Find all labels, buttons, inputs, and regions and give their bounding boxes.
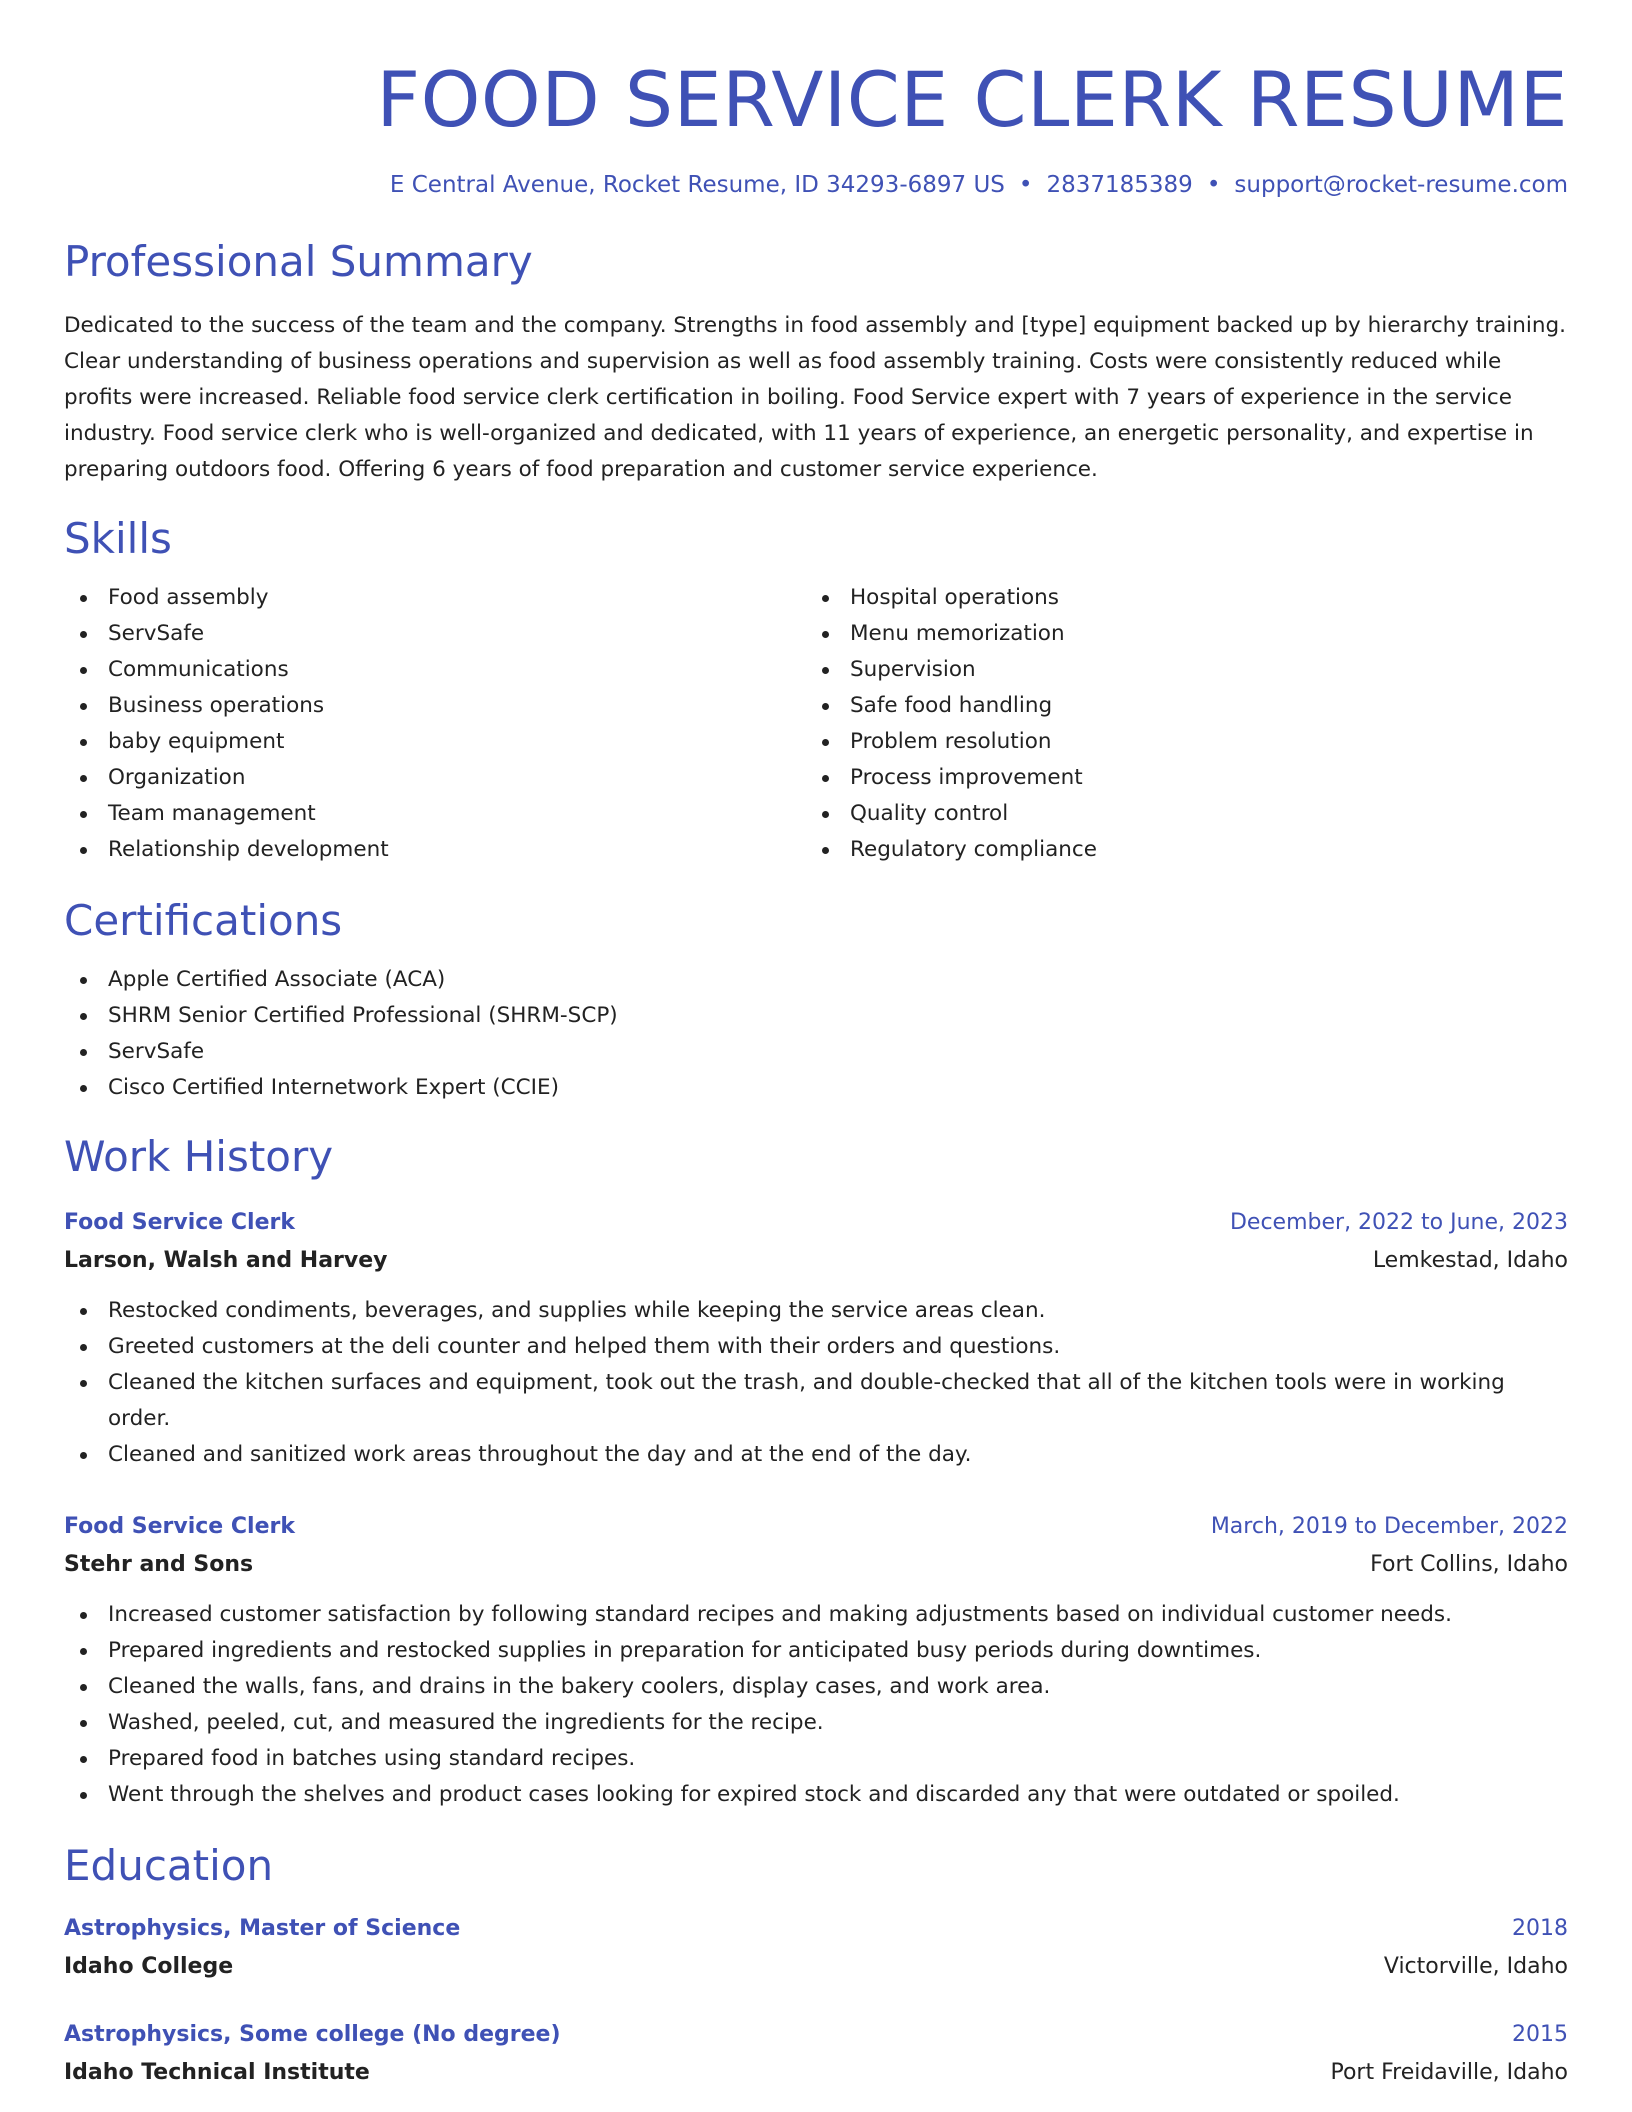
job-duty-item: Prepared food in batches using standard recipes. (64, 1741, 1568, 1777)
skills-section (64, 514, 1568, 868)
education-school: Idaho College (64, 1954, 234, 1980)
skill-item: Process improvement (806, 760, 1568, 796)
education-school: Idaho Technical Institute (64, 2060, 370, 2086)
education-location: Port Freidaville, Idaho (1330, 2060, 1568, 2086)
education-degree-row (64, 2017, 1568, 2053)
resume-title: FOOD SERVICE CLERK RESUME (376, 55, 1568, 144)
skill-item: Food assembly (64, 580, 806, 616)
work-history-heading: Work History (64, 1132, 334, 1182)
skills-grid (64, 580, 1568, 868)
education-degree: Astrophysics, Master of Science (64, 1916, 461, 1942)
education-school-row (64, 2053, 1568, 2093)
contact-separator: • (1206, 172, 1221, 199)
skill-item: Hospital operations (806, 580, 1568, 616)
education-section (64, 1841, 1568, 2093)
job-company-row (64, 1241, 1568, 1281)
skill-item: Supervision (806, 652, 1568, 688)
contact-phone: 2837185389 (1046, 172, 1193, 199)
skill-item: Menu memorization (806, 616, 1568, 652)
contact-line (64, 171, 1568, 201)
summary-section (64, 237, 1568, 487)
job-duty-item: Prepared ingredients and restocked supplies in preparation for anticipated busy periods during downtimes. (64, 1633, 1568, 1669)
skill-item: Problem resolution (806, 724, 1568, 760)
job-duty-item: Increased customer satisfaction by following standard recipes and making adjustments based on individual customer needs. (64, 1597, 1568, 1633)
education-location: Victorville, Idaho (1383, 1954, 1568, 1980)
skills-heading: Skills (64, 513, 172, 563)
skills-list-left (64, 580, 806, 868)
contact-email: support@rocket-resume.com (1234, 172, 1568, 199)
job-duty-item: Cleaned and sanitized work areas throughout the day and at the end of the day. (64, 1437, 1568, 1473)
education-year: 2018 (1512, 1916, 1568, 1942)
job-duties-list (64, 1597, 1568, 1813)
job-dates: December, 2022 to June, 2023 (1229, 1209, 1568, 1235)
education-heading: Education (64, 1840, 274, 1890)
skill-item: Relationship development (64, 832, 806, 868)
job-duty-item: Went through the shelves and product cases looking for expired stock and discarded any that were outdated or spoiled. (64, 1777, 1568, 1813)
job-company-row (64, 1545, 1568, 1585)
skill-item: Business operations (64, 688, 806, 724)
job-duty-item: Cleaned the walls, fans, and drains in the bakery coolers, display cases, and work area. (64, 1669, 1568, 1705)
skills-list-right (806, 580, 1568, 868)
skill-item: Regulatory compliance (806, 832, 1568, 868)
skill-item: Quality control (806, 796, 1568, 832)
job-title-row (64, 1205, 1568, 1241)
certification-item: Cisco Certified Internetwork Expert (CCIE) (64, 1070, 1568, 1106)
job-duty-item: Greeted customers at the deli counter and helped them with their orders and questions. (64, 1329, 1568, 1365)
certification-item: ServSafe (64, 1034, 1568, 1070)
education-entry (64, 1911, 1568, 1987)
contact-separator: • (1018, 172, 1033, 199)
job-location: Lemkestad, Idaho (1372, 1247, 1568, 1273)
job-company: Stehr and Sons (64, 1551, 254, 1577)
education-entry (64, 2017, 1568, 2093)
summary-text: Dedicated to the success of the team and the company. Strengths in food assembly and [type] equipment backed up by hierarchy training. Clear understanding of business operations and supervision as well as food assembly training. Costs were consistently reduced while profits were increased. Reliable food service clerk certification in boiling. Food Service expert with 7 years of experience in the service industry. Food service clerk who is well-organized and dedicated, with 11 years of experience, an energetic personality, and expertise in preparing outdoors food. Offering 6 years of food preparation and customer service experience. (64, 312, 1566, 482)
education-degree: Astrophysics, Some college (No degree) (64, 2022, 561, 2048)
skill-item: Communications (64, 652, 806, 688)
certifications-section (64, 896, 1568, 1106)
certification-item: Apple Certified Associate (ACA) (64, 962, 1568, 998)
job-duty-item: Cleaned the kitchen surfaces and equipment, took out the trash, and double-checked that all of the kitchen tools were in working order. (64, 1365, 1568, 1437)
job-duty-item: Restocked condiments, beverages, and supplies while keeping the service areas clean. (64, 1293, 1568, 1329)
job-role: Food Service Clerk (64, 1513, 295, 1539)
skill-item: ServSafe (64, 616, 806, 652)
job-entry (64, 1205, 1568, 1473)
contact-address: E Central Avenue, Rocket Resume, ID 34293-6897 US (389, 172, 1005, 199)
skill-item: Safe food handling (806, 688, 1568, 724)
certification-item: SHRM Senior Certified Professional (SHRM-SCP) (64, 998, 1568, 1034)
summary-heading: Professional Summary (64, 237, 533, 287)
skill-item: Organization (64, 760, 806, 796)
job-company: Larson, Walsh and Harvey (64, 1247, 388, 1273)
skill-item: baby equipment (64, 724, 806, 760)
job-dates: March, 2019 to December, 2022 (1210, 1513, 1568, 1539)
education-degree-row (64, 1911, 1568, 1947)
job-title-row (64, 1509, 1568, 1545)
education-school-row (64, 1947, 1568, 1987)
skill-item: Team management (64, 796, 806, 832)
work-history-section (64, 1132, 1568, 1812)
job-duties-list (64, 1293, 1568, 1473)
job-duty-item: Washed, peeled, cut, and measured the ingredients for the recipe. (64, 1705, 1568, 1741)
resume-header (64, 56, 1568, 201)
job-location: Fort Collins, Idaho (1370, 1551, 1568, 1577)
job-role: Food Service Clerk (64, 1209, 295, 1235)
education-year: 2015 (1512, 2022, 1568, 2048)
certifications-heading: Certifications (64, 896, 343, 946)
job-entry (64, 1509, 1568, 1813)
certifications-list (64, 962, 1568, 1106)
